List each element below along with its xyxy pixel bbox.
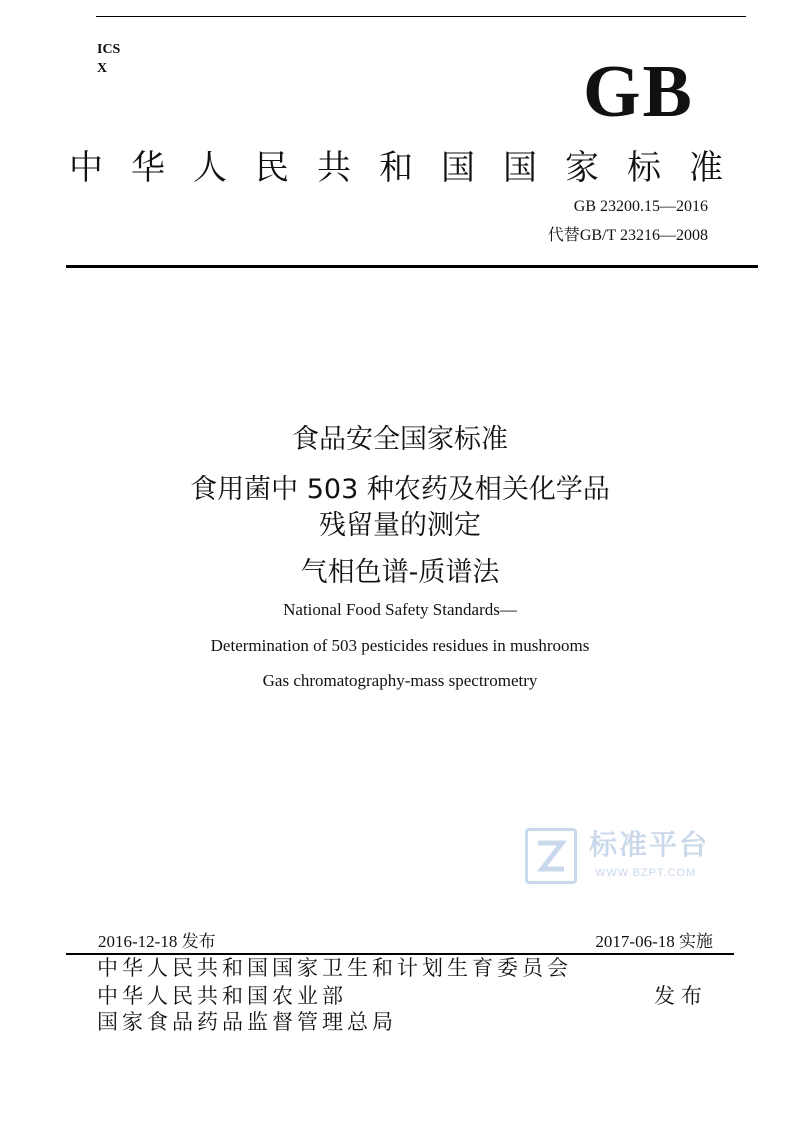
- replaces-standard: 代替GB/T 23216—2008: [547, 227, 708, 244]
- watermark-logo-icon: [525, 828, 577, 884]
- watermark-text: 标准平台: [589, 828, 710, 861]
- top-rule: [96, 16, 746, 17]
- gb-logo: GB: [583, 51, 694, 133]
- country-standard-heading: 中华人民共和国国家标准: [69, 148, 751, 188]
- title-cn-line3: 残留量的测定: [319, 510, 481, 541]
- implementation-date: 2017-06-18 实施: [595, 932, 713, 951]
- issuer-nhfpc: 中华人民共和国国家卫生和计划生育委员会: [97, 956, 572, 980]
- title-en-line3: Gas chromatography-mass spectrometry: [262, 671, 538, 690]
- ics-label: ICS: [97, 42, 121, 57]
- watermark: [525, 828, 725, 888]
- issuer-cfda: 国家食品药品监督管理总局: [97, 1010, 397, 1034]
- publish-label: 发布: [654, 984, 708, 1008]
- issuer-moa: 中华人民共和国农业部: [97, 984, 347, 1008]
- title-en-line1: National Food Safety Standards—: [283, 600, 517, 619]
- standard-number: GB 23200.15—2016: [573, 198, 708, 215]
- watermark-url: WWW.BZPT.COM: [595, 867, 697, 879]
- issue-date: 2016-12-18 发布: [98, 932, 216, 951]
- title-cn-line1: 食品安全国家标准: [292, 424, 508, 455]
- ics-category: X: [97, 61, 108, 76]
- header-rule: [66, 265, 758, 268]
- title-cn-line4: 气相色谱-质谱法: [300, 557, 500, 588]
- ics-code: [97, 40, 120, 78]
- title-cn-line2: 食用菌中 503 种农药及相关化学品: [190, 474, 610, 505]
- title-en-line2: Determination of 503 pesticides residues in mushrooms: [210, 636, 590, 655]
